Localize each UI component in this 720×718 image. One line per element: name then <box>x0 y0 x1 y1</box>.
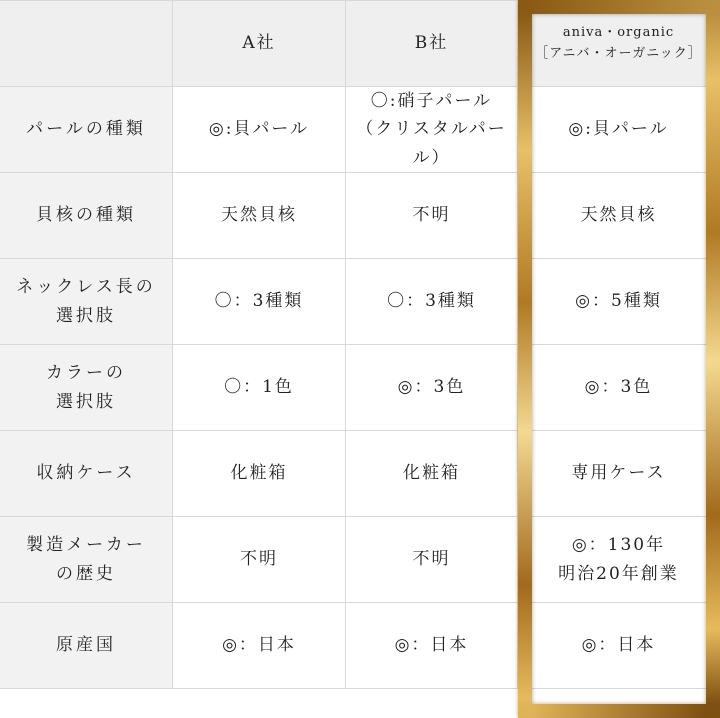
header-company-b: B社 <box>346 1 518 87</box>
cell-aniva-storage-case: 専用ケース <box>518 431 720 517</box>
header-empty-cell <box>0 1 173 87</box>
header-aniva-organic: aniva・organic ［アニバ・オーガニック］ <box>518 1 720 87</box>
cell-aniva-necklace-length: ◎：5種類 <box>518 259 720 345</box>
cell-aniva-nucleus-type: 天然貝核 <box>518 173 720 259</box>
row-label-nucleus-type: 貝核の種類 <box>0 173 173 259</box>
cell-a-maker-history: 不明 <box>173 517 346 603</box>
cell-b-storage-case: 化粧箱 <box>346 431 518 517</box>
row-label-pearl-type: パールの種類 <box>0 87 173 173</box>
cell-b-nucleus-type: 不明 <box>346 173 518 259</box>
row-label-color-options: カラーの 選択肢 <box>0 345 173 431</box>
cell-a-origin-country: ◎：日本 <box>173 603 346 689</box>
cell-aniva-origin-country: ◎：日本 <box>518 603 720 689</box>
cell-a-storage-case: 化粧箱 <box>173 431 346 517</box>
row-label-origin-country: 原産国 <box>0 603 173 689</box>
cell-a-pearl-type: ◎:貝パール <box>173 87 346 173</box>
cell-b-maker-history: 不明 <box>346 517 518 603</box>
cell-b-pearl-type: 〇:硝子パール （クリスタルパール） <box>346 87 518 173</box>
header-company-a: A社 <box>173 1 346 87</box>
cell-aniva-pearl-type: ◎:貝パール <box>518 87 720 173</box>
cell-aniva-maker-history: ◎：130年 明治20年創業 <box>518 517 720 603</box>
cell-a-color-options: 〇：1色 <box>173 345 346 431</box>
row-label-necklace-length: ネックレス長の 選択肢 <box>0 259 173 345</box>
cell-b-color-options: ◎：3色 <box>346 345 518 431</box>
cell-a-necklace-length: 〇：3種類 <box>173 259 346 345</box>
row-label-storage-case: 収納ケース <box>0 431 173 517</box>
cell-b-origin-country: ◎：日本 <box>346 603 518 689</box>
cell-a-nucleus-type: 天然貝核 <box>173 173 346 259</box>
cell-b-necklace-length: 〇：3種類 <box>346 259 518 345</box>
cell-aniva-color-options: ◎：3色 <box>518 345 720 431</box>
row-label-maker-history: 製造メーカー の歴史 <box>0 517 173 603</box>
